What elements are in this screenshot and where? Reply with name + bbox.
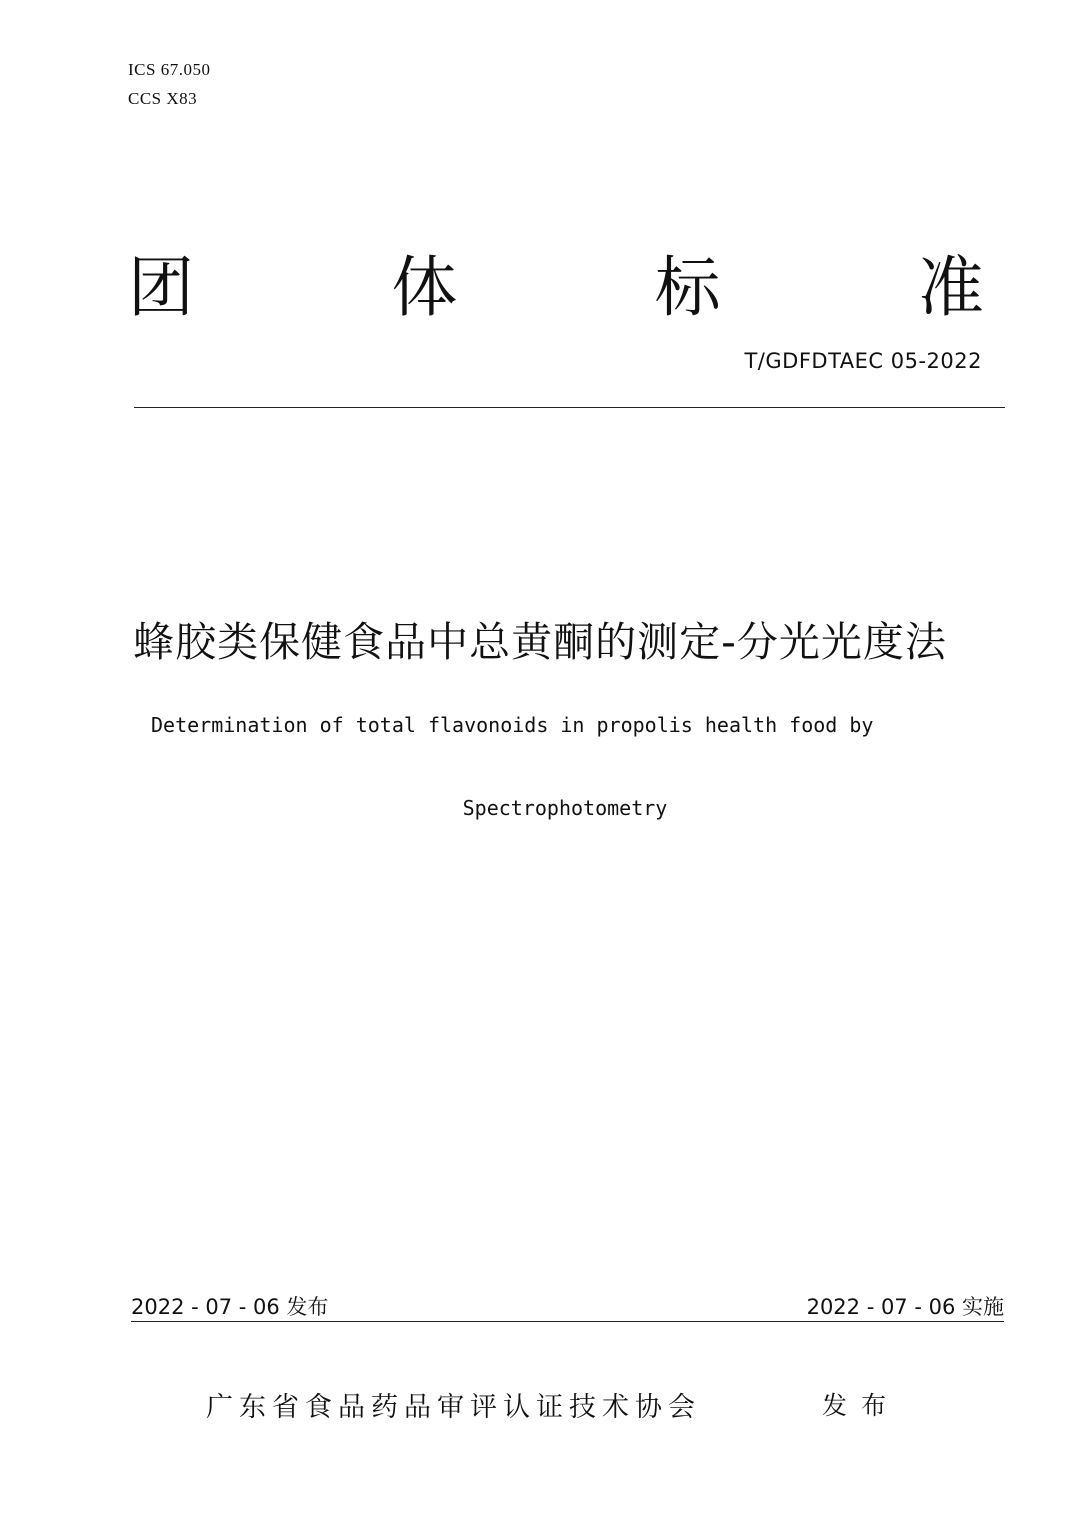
title-chinese: 蜂胶类保健食品中总黄酮的测定-分光光度法 <box>133 618 947 666</box>
standard-type-char-4: 准 <box>917 249 984 326</box>
standard-type-char-3: 标 <box>654 249 721 326</box>
standard-type-char-1: 团 <box>128 249 194 326</box>
standard-type-heading <box>128 248 984 328</box>
ics-code: ICS 67.050 <box>128 60 211 79</box>
title-english-line-1: Determination of total flavonoids in propolis health food by <box>151 713 874 737</box>
standard-number: T/GDFDTAEC 05-2022 <box>744 349 982 373</box>
publish-date: 2022 - 07 - 06 发布 <box>131 1295 329 1319</box>
bottom-divider <box>131 1321 1004 1322</box>
classification-codes <box>128 55 210 113</box>
title-english-line-2: Spectrophotometry <box>462 796 668 820</box>
implementation-date: 2022 - 07 - 06 实施 <box>806 1295 1004 1319</box>
ccs-code: CCS X83 <box>128 89 198 108</box>
top-divider <box>134 407 1005 408</box>
standard-type-char-2: 体 <box>391 249 458 326</box>
issue-label: 发布 <box>822 1391 901 1420</box>
issuing-organization: 广东省食品药品审评认证技术协会 <box>206 1392 701 1423</box>
